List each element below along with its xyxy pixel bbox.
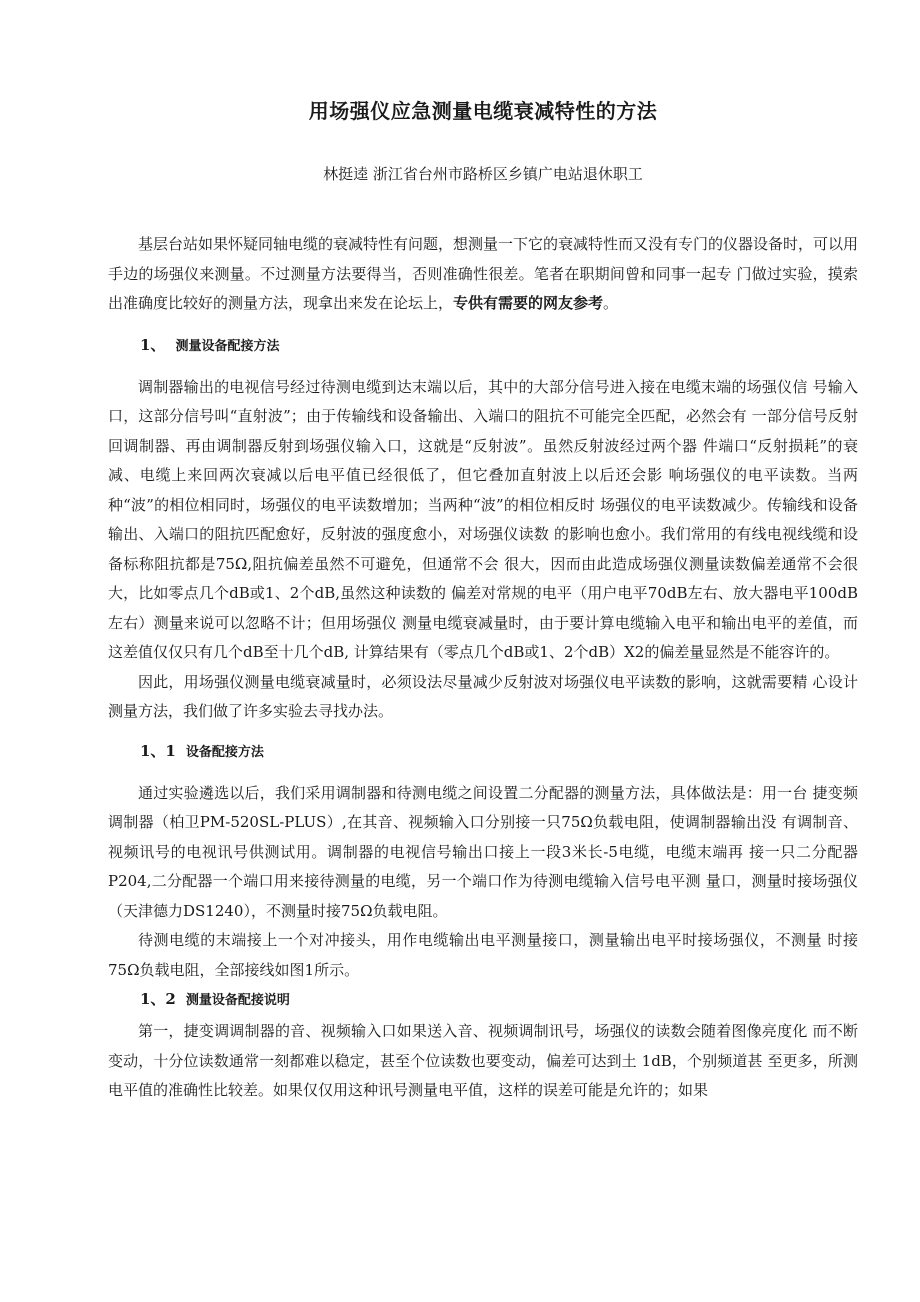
section-1-1-number: 1、1 (140, 741, 176, 760)
section-1-2-paragraph-1: 第一，捷变调调制器的音、视频输入口如果送入音、视频调制讯号，场强仪的读数会随着图像亮度化 而不断变动，十分位读数通常一刻都难以稳定，甚至个位读数也要变动，偏差可达到土 1dB，个别频道甚 至更多，所测电平值的准确性比较差。如果仅仅用这种讯号测量电平值，这样的误差可能是允许的；如果 (108, 1022, 858, 1099)
section-1-1-paragraph-1: 通过实验遴选以后，我们采用调制器和待测电缆之间设置二分配器的测量方法，具体做法是：用一台 捷变频调制器（柏卫PM-520SL-PLUS）,在其音、视频输入口分别接一只75Ω负载电阻，使调制器输出没 有调制音、视频讯号的电视讯号供测试用。调制器的电视信号输出口接上一段3米长-5电缆，电缆末端再 接一只二分配器P204,二分配器一个端口用来接待测量的电缆，另一个端口作为待测电缆输入信号电平测 量口，测量时接场强仪（天津德力DS1240），不测量时接75Ω负载电阻。 (108, 783, 858, 920)
section-1-title: 测量设备配接方法 (175, 338, 280, 354)
document-title: 用场强仪应急测量电缆衰减特性的方法 (308, 99, 658, 123)
section-1-number: 1、 (140, 335, 166, 354)
section-1-heading (108, 333, 858, 359)
document-page (108, 96, 858, 1106)
section-1-2-title: 测量设备配接说明 (185, 993, 290, 1008)
section-1-1-heading (108, 739, 858, 765)
section-1-2-number: 1、2 (140, 990, 176, 1008)
intro-end: 。 (603, 294, 619, 312)
section-1-2-heading (108, 987, 858, 1013)
intro-paragraph (108, 230, 858, 319)
intro-bold-text: 专供有需要的网友参考 (453, 294, 604, 312)
intro-text: 基层台站如果怀疑同轴电缆的衰减特性有问题，想测量一下它的衰减特性而又没有专门的仪器设备时，可以用手边的场强仪来测量。不过测量方法要得当，否则准确性很差。笔者在职期间曾和同事一起专 门做过实验，摸索出准确度比较好的测量方法，现拿出来发在论坛上， (108, 235, 859, 312)
section-1-paragraph-1: 调制器输出的电视信号经过待测电缆到达末端以后，其中的大部分信号进入接在电缆末端的场强仪信 号输入口，这部分信号叫“直射波”；由于传输线和设备输出、入端口的阻抗不可能完全匹配，必然会有 一部分信号反射回调制器、再由调制器反射到场强仪输入口，这就是“反射波”。虽然反射波经过两个器 件端口“反射损耗”的衰减、电缆上来回两次衰减以后电平值已经很低了，但它叠加直射波上以后还会影 响场强仪的电平读数。当两种“波”的相位相同时，场强仪的电平读数增加；当两种“波”的相位相反时 场强仪的电平读数减少。传输线和设备输出、入端口的阻抗匹配愈好，反射波的强度愈小，对场强仪读数 的影响也愈小。我们常用的有线电视线缆和设备标称阻抗都是75Ω,阻抗偏差虽然不可避免，但通常不会 很大，因而由此造成场强仪测量读数偏差通常不会很大，比如零点几个dB或1、2个dB,虽然这种读数的 偏差对常规的电平（用户电平70dB左右、放大器电平100dB左右）测量来说可以忽略不计；但用场强仪 测量电缆衰减量时，由于要计算电缆输入电平和输出电平的差值，而这差值仅仅只有几个dB至十几个dB, 计算结果有（零点几个dB或1、2个dB）X2的偏差量显然是不能容许的。 (108, 377, 858, 661)
section-1-paragraph-2: 因此，用场强仪测量电缆衰减量时，必须设法尽量减少反射波对场强仪电平读数的影响，这就需要精 心设计测量方法，我们做了许多实验去寻找办法。 (108, 672, 858, 720)
section-1-1-title: 设备配接方法 (185, 744, 264, 760)
section-1-1-paragraph-2: 待测电缆的末端接上一个对冲接头，用作电缆输出电平测量接口，测量输出电平时接场强仪，不测量 时接75Ω负载电阻，全部接线如图1所示。 (108, 931, 858, 979)
author-line: 林挺逵 浙江省台州市路桥区乡镇广电站退休职工 (323, 165, 643, 183)
